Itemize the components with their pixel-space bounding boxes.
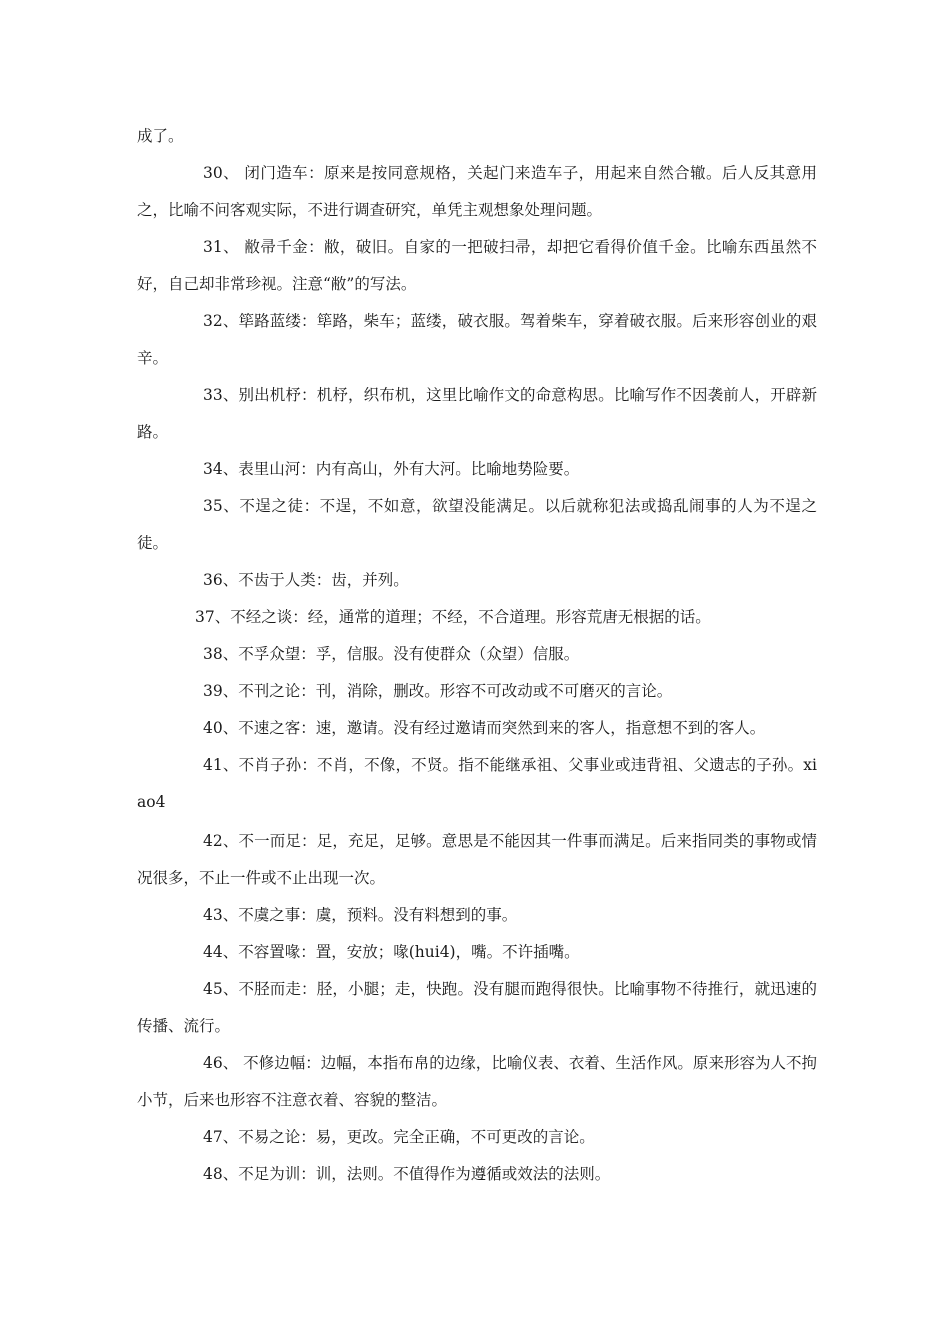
entry-40: 40、不速之客：速，邀请。没有经过邀请而突然到来的客人，指意想不到的客人。 xyxy=(203,719,766,737)
paragraph-continuation: 成了。 xyxy=(137,127,184,145)
entry-41: 41、不肖子孙：不肖，不像，不贤。指不能继承祖、父事业或违背祖、父遗志的子孙。xiao4 xyxy=(137,756,817,811)
entry-43: 43、不虞之事：虞，预料。没有料想到的事。 xyxy=(203,906,518,924)
entry-37: 37、不经之谈：经，通常的道理；不经，不合道理。形容荒唐无根据的话。 xyxy=(195,608,711,626)
entry-46: 46、 不修边幅：边幅，本指布帛的边缘，比喻仪表、衣着、生活作风。原来形容为人不拘小节，后来也形容不注意衣着、容貌的整洁。 xyxy=(137,1054,817,1109)
entry-31: 31、 敝帚千金：敝，破旧。自家的一把破扫帚，却把它看得价值千金。比喻东西虽然不好，自己却非常珍视。注意“敝”的写法。 xyxy=(137,238,817,293)
entry-32: 32、筚路蓝缕：筚路，柴车；蓝缕，破衣服。驾着柴车，穿着破衣服。后来形容创业的艰辛。 xyxy=(137,312,817,367)
entry-39: 39、不刊之论：刊，消除，删改。形容不可改动或不可磨灭的言论。 xyxy=(203,682,673,700)
entry-44: 44、不容置喙：置，安放；喙(hui4)，嘴。不许插嘴。 xyxy=(203,943,580,961)
entry-35: 35、不逞之徒：不逞，不如意，欲望没能满足。以后就称犯法或捣乱闹事的人为不逞之徒。 xyxy=(137,497,817,552)
entry-38: 38、不孚众望：孚，信服。没有使群众（众望）信服。 xyxy=(203,645,580,663)
entry-33: 33、别出机杼：机杼，织布机，这里比喻作文的命意构思。比喻写作不因袭前人，开辟新路。 xyxy=(137,386,817,441)
entry-36: 36、不齿于人类：齿，并列。 xyxy=(203,571,409,589)
entry-48: 48、不足为训：训，法则。不值得作为遵循或效法的法则。 xyxy=(203,1165,611,1183)
entry-45: 45、不胫而走：胫，小腿；走，快跑。没有腿而跑得很快。比喻事物不待推行，就迅速的传播、流行。 xyxy=(137,980,817,1035)
entry-34: 34、表里山河：内有高山，外有大河。比喻地势险要。 xyxy=(203,460,580,478)
entry-47: 47、不易之论：易，更改。完全正确，不可更改的言论。 xyxy=(203,1128,595,1146)
entry-42: 42、不一而足：足，充足，足够。意思是不能因其一件事而满足。后来指同类的事物或情况很多，不止一件或不止出现一次。 xyxy=(137,832,817,887)
entry-30: 30、 闭门造车：原来是按同意规格，关起门来造车子，用起来自然合辙。后人反其意用之，比喻不问客观实际，不进行调查研究，单凭主观想象处理问题。 xyxy=(137,164,817,219)
